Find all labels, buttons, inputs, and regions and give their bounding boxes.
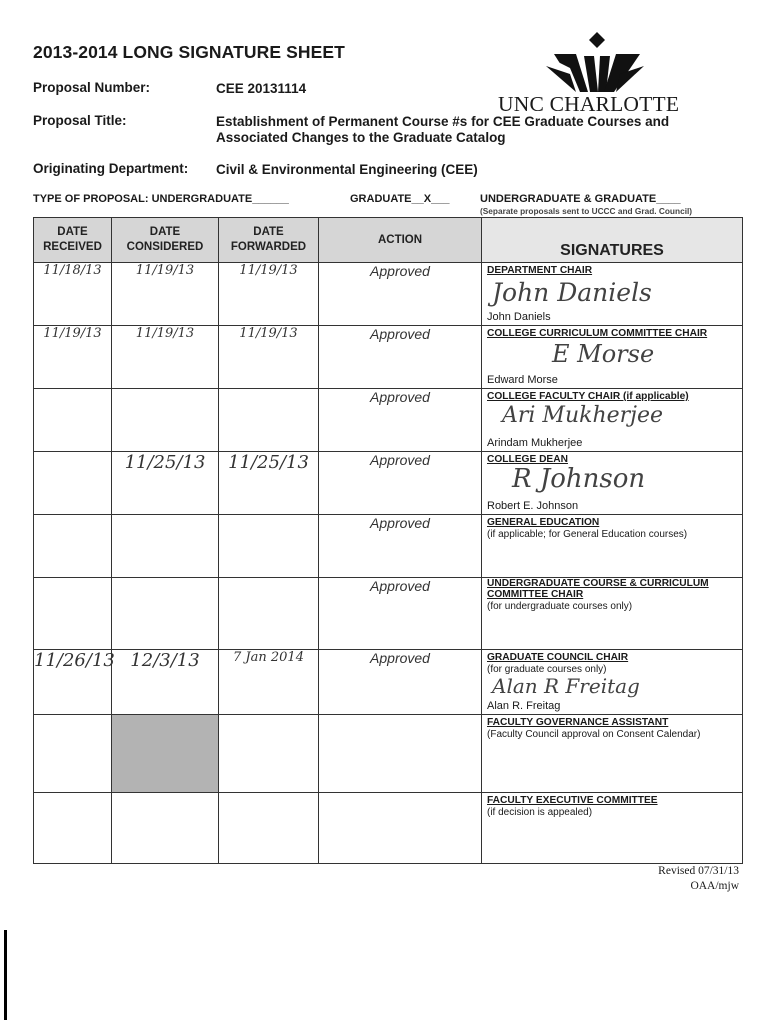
date-considered-cell [112,793,219,864]
signature-cell [482,650,743,715]
signature-cell [482,452,743,515]
action-cell: Approved [319,515,482,578]
signature-note: (Faculty Council approval on Consent Calendar) [487,729,701,740]
page-title: 2013-2014 LONG SIGNATURE SHEET [33,42,345,62]
date-considered-cell [112,389,219,452]
handwritten-signature: E Morse [552,340,655,368]
date-forwarded-cell: 11/25/13 [219,452,319,515]
date-forwarded-cell: 11/19/13 [219,326,319,389]
action-cell: Approved [319,452,482,515]
proposal-number: CEE 20131114 [216,81,307,96]
header-signatures: SIGNATURES [482,218,743,263]
signature-cell [482,793,743,864]
date-forwarded-cell [219,578,319,650]
signature-role: FACULTY EXECUTIVE COMMITTEE [487,795,658,806]
signature-note: (if decision is appealed) [487,807,593,818]
signature-role: COLLEGE DEAN [487,454,568,465]
date-forwarded-cell [219,793,319,864]
table-row [34,793,743,864]
action-cell: Approved [319,389,482,452]
signature-cell [482,715,743,793]
signature-table [33,217,743,864]
proposal-title-label: Proposal Title: [33,113,127,128]
signature-note: (for graduate courses only) [487,664,607,675]
type-graduate: GRADUATE__X___ [350,193,450,205]
revised-initials: OAA/mjw [690,880,739,892]
signature-note: (if applicable; for General Education courses) [487,529,688,540]
shaded-cell [112,715,219,793]
table-row [34,515,743,578]
date-considered-cell: 11/19/13 [112,263,219,326]
header-date-considered: DATE CONSIDERED [112,218,219,263]
date-received-cell [34,452,112,515]
date-received-cell [34,715,112,793]
table-row [34,263,743,326]
date-forwarded-cell: 11/19/13 [219,263,319,326]
signature-role: FACULTY GOVERNANCE ASSISTANT [487,717,669,728]
unc-charlotte-crown-icon [540,30,650,94]
date-received-cell [34,793,112,864]
signature-role: GRADUATE COUNCIL CHAIR [487,652,629,663]
signature-cell [482,515,743,578]
signature-role: COLLEGE CURRICULUM COMMITTEE CHAIR [487,328,708,339]
header-date-received: DATE RECEIVED [34,218,112,263]
signature-cell [482,389,743,452]
signer-name: Edward Morse [487,374,558,386]
department: Civil & Environmental Engineering (CEE) [216,162,478,177]
action-cell: Approved [319,326,482,389]
table-row [34,389,743,452]
table-row [34,578,743,650]
signer-name: Robert E. Johnson [487,500,579,512]
date-considered-cell: 12/3/13 [112,650,219,715]
table-row [34,452,743,515]
header-action: ACTION [319,218,482,263]
date-received-cell [34,389,112,452]
action-cell [319,793,482,864]
signature-role: GENERAL EDUCATION [487,517,600,528]
date-received-cell: 11/19/13 [34,326,112,389]
action-cell: Approved [319,578,482,650]
handwritten-signature: Ari Mukherjee [502,403,664,428]
revised-footer [658,864,739,894]
revised-date: Revised 07/31/13 [658,865,739,877]
date-forwarded-cell [219,389,319,452]
action-cell [319,715,482,793]
handwritten-signature: Alan R Freitag [492,674,640,698]
date-received-cell [34,578,112,650]
signature-cell [482,263,743,326]
signature-role: DEPARTMENT CHAIR [487,265,593,276]
header-date-forwarded: DATE FORWARDED [219,218,319,263]
signature-note: (for undergraduate courses only) [487,601,633,612]
date-received-cell [34,515,112,578]
date-forwarded-cell [219,515,319,578]
date-considered-cell [112,578,219,650]
action-cell: Approved [319,263,482,326]
department-label: Originating Department: [33,161,189,176]
logo-text: UNC CHARLOTTE [498,92,680,116]
type-undergraduate: TYPE OF PROPOSAL: UNDERGRADUATE______ [33,193,289,205]
signature-role: COLLEGE FACULTY CHAIR (if applicable) [487,391,689,402]
proposal-title-line1: Establishment of Permanent Course #s for CEE Graduate Courses and [216,114,670,129]
proposal-number-label: Proposal Number: [33,80,151,95]
scan-edge-mark [4,930,7,1020]
date-considered-cell: 11/25/13 [112,452,219,515]
handwritten-signature: R Johnson [512,464,646,494]
date-received-cell: 11/18/13 [34,263,112,326]
signer-name: Arindam Mukherjee [487,437,583,449]
type-both: UNDERGRADUATE & GRADUATE____ [480,193,681,205]
signature-cell [482,326,743,389]
table-row [34,650,743,715]
table-row [34,326,743,389]
date-considered-cell [112,515,219,578]
signature-role: UNDERGRADUATE COURSE & CURRICULUM COMMITTEE CHAIR [487,578,709,600]
signer-name: Alan R. Freitag [487,700,561,712]
signature-cell [482,578,743,650]
date-received-cell: 11/26/13 [34,650,112,715]
table-row [34,715,743,793]
date-considered-cell: 11/19/13 [112,326,219,389]
date-forwarded-cell: 7 Jan 2014 [219,650,319,715]
proposal-title-line2: Associated Changes to the Graduate Catalog [216,130,506,145]
handwritten-signature: John Daniels [492,278,652,307]
action-cell: Approved [319,650,482,715]
table-header-row [34,218,743,263]
date-forwarded-cell [219,715,319,793]
type-note: (Separate proposals sent to UCCC and Grad. Council) [480,206,693,216]
signer-name: John Daniels [487,311,551,323]
